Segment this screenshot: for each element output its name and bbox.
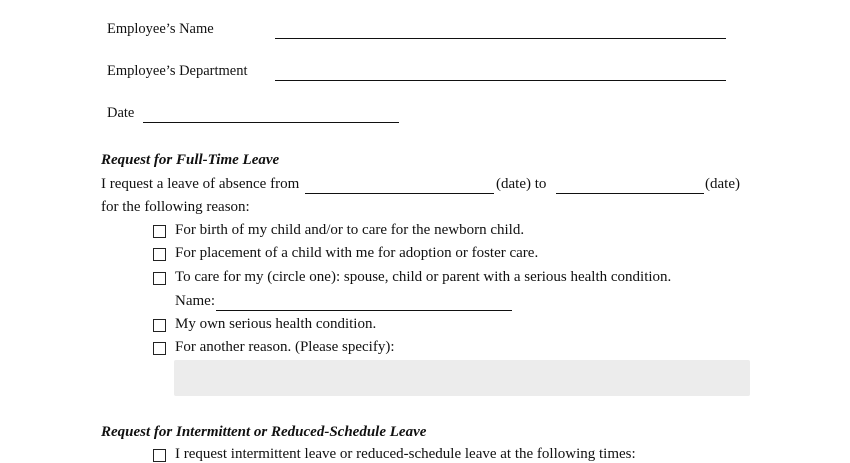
adoption-option-label: For placement of a child with me for adoption or foster care. xyxy=(175,245,539,261)
leave-to-date-field[interactable] xyxy=(556,193,704,194)
adoption-checkbox[interactable] xyxy=(153,248,166,261)
employee-department-field[interactable] xyxy=(275,80,726,81)
employee-name-label: Employee’s Name xyxy=(107,21,214,37)
leave-from-label: I request a leave of absence from xyxy=(101,176,300,192)
intermittent-leave-heading: Request for Intermittent or Reduced-Schedule Leave xyxy=(101,424,427,440)
family-care-checkbox[interactable] xyxy=(153,272,166,285)
date-suffix-label: (date) xyxy=(705,176,740,192)
birth-checkbox[interactable] xyxy=(153,225,166,238)
full-time-leave-heading: Request for Full-Time Leave xyxy=(101,152,280,168)
family-care-option-label: To care for my (circle one): spouse, child or parent with a serious health condition. xyxy=(175,269,672,285)
birth-option-label: For birth of my child and/or to care for the newborn child. xyxy=(175,222,525,238)
own-health-checkbox[interactable] xyxy=(153,319,166,332)
other-reason-checkbox[interactable] xyxy=(153,342,166,355)
leave-to-label: (date) to xyxy=(496,176,547,192)
own-health-option-label: My own serious health condition. xyxy=(175,316,377,332)
family-member-name-field[interactable] xyxy=(216,310,512,311)
leave-from-date-field[interactable] xyxy=(305,193,494,194)
reason-intro: for the following reason: xyxy=(101,199,250,215)
employee-name-field[interactable] xyxy=(275,38,726,39)
intermittent-option-label: I request intermittent leave or reduced-schedule leave at the following times: xyxy=(175,446,636,462)
other-reason-option-label: For another reason. (Please specify): xyxy=(175,339,395,355)
employee-department-label: Employee’s Department xyxy=(107,63,248,79)
intermittent-checkbox[interactable] xyxy=(153,449,166,462)
family-member-name-label: Name: xyxy=(175,293,215,309)
date-field[interactable] xyxy=(143,122,399,123)
date-label: Date xyxy=(107,105,135,121)
other-reason-input[interactable] xyxy=(174,360,750,396)
